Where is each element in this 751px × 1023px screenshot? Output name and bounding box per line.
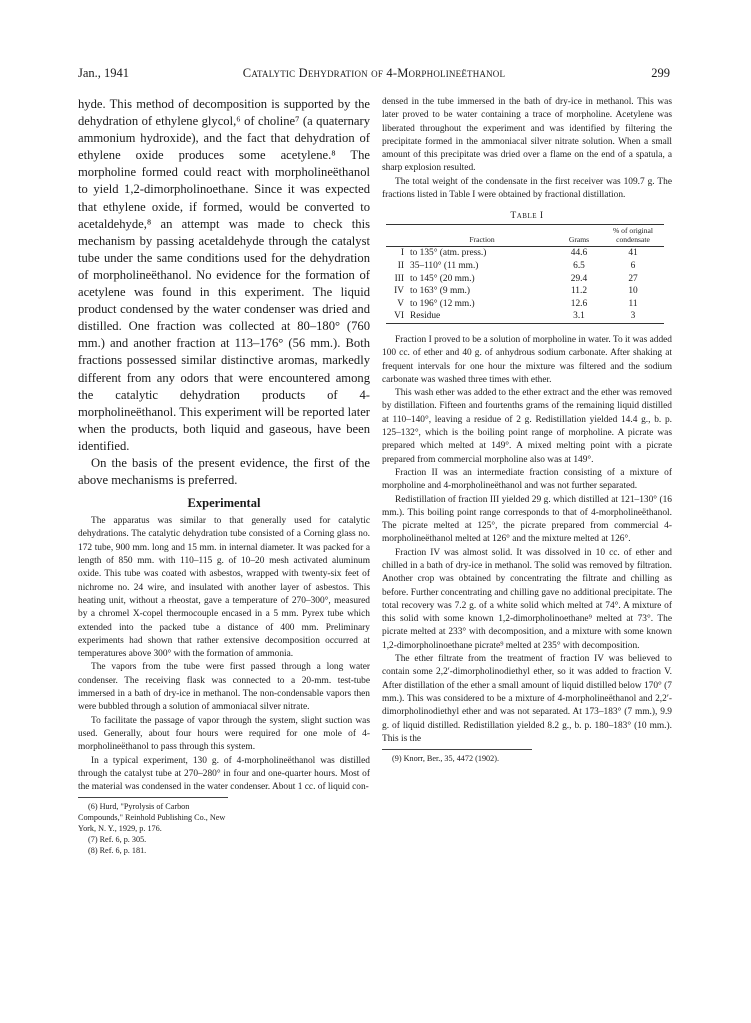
footnotes	[78, 797, 228, 856]
section-heading: Experimental	[187, 496, 261, 511]
percent-value: 6	[630, 260, 636, 271]
fraction-range: to 135° (atm. press.)	[410, 248, 487, 259]
body-paragraph: densed in the tube immersed in the bath of dry-ice in methanol. This was later proved to be water containing a trace of morpholine. Acetylene was liberated throughout the experiment and was identified by filtering the precipitate formed in the ammoniacal silver nitrate solution. When a small amount of this precipitate was dried over a flame on the end of a spatula, a sharp explosion resulted.	[382, 97, 672, 174]
grams-value: 29.4	[570, 273, 588, 284]
fraction-range: to 196° (12 mm.)	[410, 298, 475, 309]
percent-value: 3	[602, 310, 664, 323]
body-paragraph: Fraction I proved to be a solution of morpholine in water. To it was added 100 cc. of ether and 40 g. of anhydrous sodium carbonate. After shaking at frequent intervals for one hour the mixture was filtered and the sodium carbonate was washed three times with ether.	[382, 334, 672, 385]
left-column	[78, 96, 370, 856]
fraction-number: III	[394, 273, 404, 284]
column-header: Fraction	[408, 225, 556, 247]
fraction-number: II	[397, 260, 404, 271]
fraction-number: I	[400, 248, 404, 259]
body-paragraph: The apparatus was similar to that generally used for catalytic dehydrations. The catalytic dehydration tube consisted of a Corning glass no. 172 tube, 900 mm. long and 15 mm. in internal diameter. It was packed for a length of 850 mm. with 110–115 g. of 10–20 mesh activated aluminum oxide. This tube was coated with asbestos, wrapped with twenty-six feet of nichrome no. 24 wire, and insulated with another layer of asbestos. This heating unit, without a rheostat, gave a temperature of 270–300°, measured by a chromel X-copel thermocouple encased in a 5 mm. Pyrex tube which extended into the packed tube a distance of 400 mm. Preliminary experiments had shown that rather extensive decomposition occurred at temperatures above 300° with the formation of ammonia.	[78, 516, 370, 660]
table-row	[386, 310, 664, 323]
footnote: (7) Ref. 6, p. 305.	[88, 835, 147, 845]
grams-value: 6.5	[573, 260, 585, 271]
fraction-table	[382, 210, 672, 324]
table-header-row	[386, 225, 664, 247]
percent-value: 11	[628, 298, 638, 309]
body-paragraph: Fraction IV was almost solid. It was dissolved in 10 cc. of ether and chilled in a bath of dry-ice in methanol. The solid was removed by filtration. Another crop was obtained by concentrating the filtrate and chilling as before. Further concentrating and chilling gave no additional precipitate. The total recovery was 7.2 g. of a white solid which melted at 74°. A mixture of this solid with some known 1,2-dimorpholinoethane⁹ melted at 73°. The picrate melted at 233° with decomposition, and a mixture with some known 1,2-dimorpholinoethane picrate⁹ melted at 235° with decomposition.	[382, 547, 672, 651]
body-paragraph: hyde. This method of decomposition is supported by the dehydration of ethylene glycol,⁶ of choline⁷ (a quaternary ammonium hydroxide), and the fact that dehydration of ethylene oxide produces some acetylene.⁸ The morpholine formed could react with morpholineëthanol to yield 1,2-dimorpholinoethane. Since it was expected that ethylene oxide, if formed, would be converted to acetaldehyde,⁸ an attempt was made to check this mechanism by passing acetaldehyde through the catalyst tube under the same conditions used for the dehydration of morpholineëthanol. No evidence for the formation of acetylene was found in this experiment. The liquid product condensed by the water condenser was dried and distilled. One fraction was collected at 80–180° (760 mm.) and another fraction at 113–176° (56 mm.). Both fractions possessed similar distinctive aromas, markedly different from any odors that were encountered among the catalytic dehydration products of 4-morpholineëthanol. This experiment will be reported later when the products, both liquid and gaseous, have been identified.	[78, 97, 370, 453]
body-paragraph: The vapors from the tube were first passed through a long water condenser. The receiving flask was connected to a 20-mm. test-tube immersed in a bath of dry-ice in methanol. The non-condensable vapors then were bubbled through a solution of ammoniacal silver nitrate.	[78, 662, 370, 713]
fraction-range: to 145° (20 mm.)	[410, 273, 475, 284]
fraction-range: 35–110° (11 mm.)	[410, 260, 479, 271]
fraction-number: VI	[386, 310, 408, 323]
percent-value: 41	[628, 248, 638, 259]
footnote: (6) Hurd, "Pyrolysis of Carbon Compounds," Reinhold Publishing Co., New York, N. Y., 1929, p. 176.	[78, 802, 226, 834]
footnote: (8) Ref. 6, p. 181.	[88, 846, 147, 856]
percent-value: 10	[628, 286, 638, 297]
grams-value: 44.6	[570, 248, 588, 259]
body-paragraph: Fraction II was an intermediate fraction consisting of a mixture of morpholine and 4-morpholineëthanol and was not further separated.	[382, 467, 672, 492]
page-number: 299	[651, 66, 670, 80]
body-paragraph: Redistillation of fraction III yielded 29 g. which distilled at 121–130° (16 mm.). This boiling point range corresponds to that of 4-morpholineëthanol. The picrate melted at 125°, the picrate prepared from commercial 4-morpholineëthanol melted at 126° and the mixture melted at 126°.	[382, 494, 672, 545]
table	[386, 224, 664, 324]
table-row	[386, 260, 664, 273]
body-paragraph: The ether filtrate from the treatment of fraction IV was believed to contain some 2,2′-dimorpholinodiethyl ether, so it was added to fraction V. After distillation of the ether a small amount of liquid distilled below 170° (7 mm.). This was considered to be a mixture of 4-morpholineëthanol and 2,2′-dimorpholinodiethyl ether and was not separated. At 173–183° (7 mm.), 9.9 g. of liquid distilled. Redistillation yielded 8.2 g., b. p. 180–183° (10 mm.). This is the	[382, 654, 672, 744]
table-row	[386, 298, 664, 311]
body-paragraph: On the basis of the present evidence, the first of the above mechanisms is preferred.	[78, 455, 370, 488]
percent-value: 27	[628, 273, 638, 284]
column-header: Grams	[556, 225, 602, 247]
running-title: Catalytic Dehydration of 4-Morpholineëthanol	[242, 66, 506, 80]
body-paragraph: To facilitate the passage of vapor through the system, slight suction was used. Generally, about four hours were required for one mole of 4-morpholineëthanol to pass through this system.	[78, 715, 370, 753]
issue-date: Jan., 1941	[78, 66, 130, 80]
table-title: Table I	[510, 210, 544, 222]
table-row	[386, 273, 664, 286]
grams-value: 11.2	[570, 286, 588, 297]
fraction-range: Residue	[408, 310, 556, 323]
fraction-range: to 163° (9 mm.)	[410, 286, 470, 297]
footnotes	[382, 749, 532, 764]
grams-value: 12.6	[570, 298, 588, 309]
table-row	[386, 285, 664, 298]
grams-value: 3.1	[556, 310, 602, 323]
fraction-number: V	[397, 298, 404, 309]
fraction-number: IV	[394, 286, 404, 297]
right-column	[382, 96, 672, 764]
running-header	[78, 66, 670, 84]
body-paragraph: This wash ether was added to the ether extract and the ether was removed by distillation. Fifteen and fourtenths grams of the remaining liquid distilled at 110–140°, leaving a residue of 2 g. Redistillation yielded 14.4 g., b. p. 125–132°, which is the boiling point range of morpholine. A picrate was prepared which melted at 149°. A mixed melting point with a picrate prepared from commercial morpholine also was at 149°.	[382, 388, 672, 465]
footnote: (9) Knorr, Ber., 35, 4472 (1902).	[392, 754, 499, 764]
table-row	[386, 247, 664, 260]
body-paragraph: The total weight of the condensate in the first receiver was 109.7 g. The fractions listed in Table I were obtained by fractional distillation.	[382, 176, 672, 201]
body-paragraph: In a typical experiment, 130 g. of 4-morpholineëthanol was distilled through the catalyst tube at 270–280° in four and one-quarter hours. Most of the material was condensed in the water condenser. About 1 cc. of liquid con-	[78, 755, 370, 793]
column-header: % of original condensate	[602, 225, 664, 247]
